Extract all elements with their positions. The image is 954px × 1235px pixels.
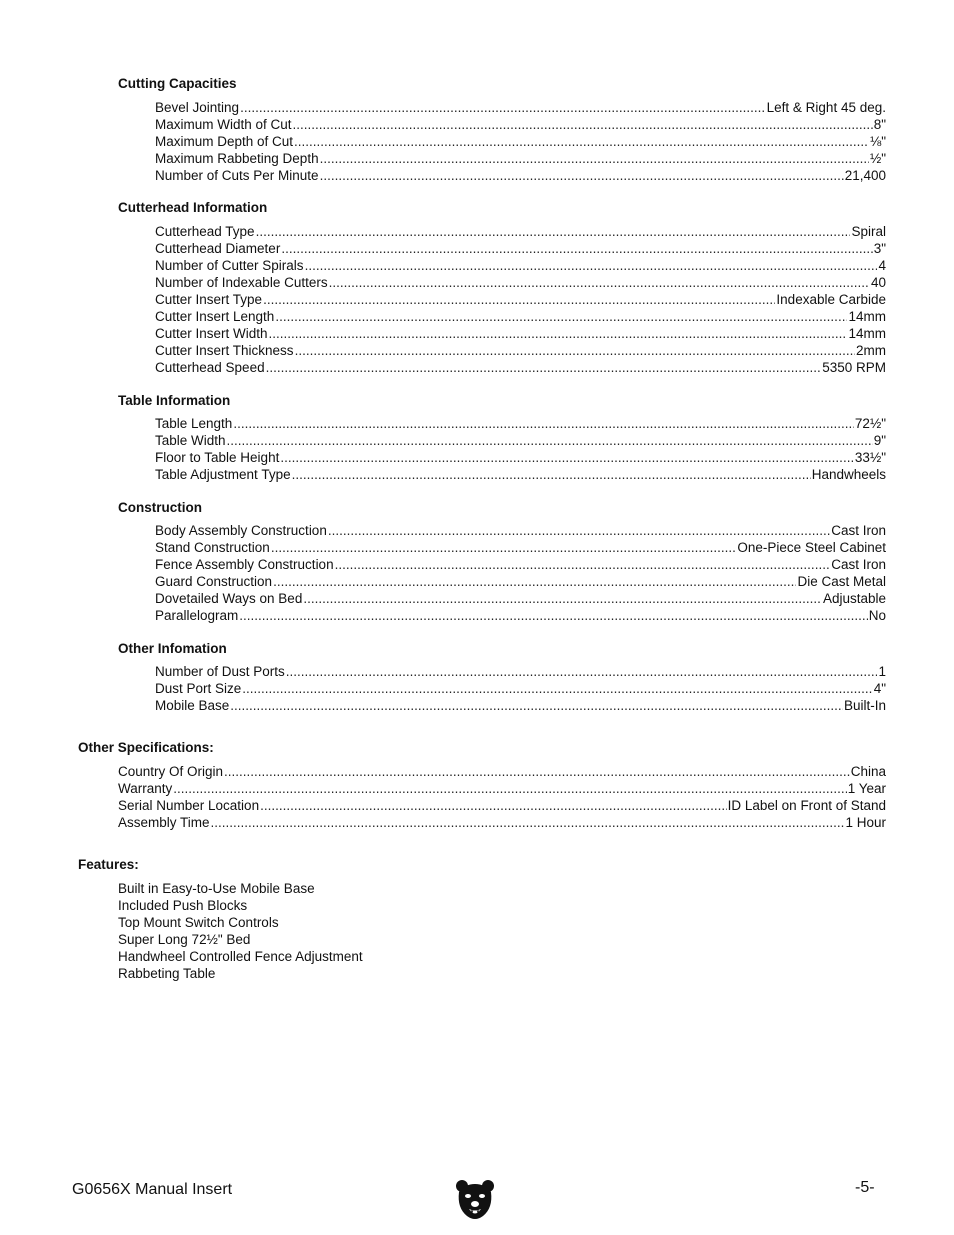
- dot-leader: [271, 540, 737, 555]
- other-specifications-title: Other Specifications:: [78, 740, 214, 755]
- dot-leader: [224, 764, 850, 779]
- spec-value: 9": [873, 433, 886, 448]
- bear-head-icon: [455, 1178, 495, 1222]
- section-title-cutterhead-information: Cutterhead Information: [118, 200, 268, 215]
- spec-value: Built-In: [843, 698, 886, 713]
- section-title-construction: Construction: [118, 500, 202, 515]
- spec-value: 4: [878, 258, 886, 273]
- spec-label: Maximum Depth of Cut: [155, 134, 294, 149]
- spec-value: 3": [873, 241, 886, 256]
- other-specifications-list: [118, 764, 886, 832]
- spec-row: [155, 258, 886, 275]
- feature-item: Rabbeting Table: [118, 966, 216, 981]
- dot-leader: [295, 343, 855, 358]
- spec-value: 14mm: [848, 326, 886, 341]
- spec-value: 5350 RPM: [822, 360, 886, 375]
- spec-row: [118, 781, 886, 798]
- spec-row: [155, 151, 886, 168]
- construction-list: [155, 523, 886, 625]
- spec-value: 72½": [854, 416, 886, 431]
- spec-label: Country Of Origin: [118, 764, 224, 779]
- spec-row: [155, 467, 886, 484]
- spec-label: Bevel Jointing: [155, 100, 240, 115]
- spec-label: Dovetailed Ways on Bed: [155, 591, 303, 606]
- spec-label: Cutterhead Diameter: [155, 241, 281, 256]
- spec-row: [155, 698, 886, 715]
- spec-label: Cutter Insert Type: [155, 292, 263, 307]
- spec-label: Guard Construction: [155, 574, 273, 589]
- dot-leader: [242, 681, 872, 696]
- dot-leader: [292, 467, 811, 482]
- spec-label: Cutter Insert Width: [155, 326, 268, 341]
- dot-leader: [275, 309, 847, 324]
- dot-leader: [294, 134, 869, 149]
- section-title-other-information: Other Infomation: [118, 641, 227, 656]
- spec-value: 4": [873, 681, 886, 696]
- spec-value: Left & Right 45 deg.: [766, 100, 886, 115]
- spec-row: [155, 416, 886, 433]
- spec-label: Number of Indexable Cutters: [155, 275, 328, 290]
- dot-leader: [320, 168, 844, 183]
- spec-row: [118, 764, 886, 781]
- spec-label: Cutterhead Speed: [155, 360, 265, 375]
- spec-value: ⅛": [869, 134, 886, 149]
- dot-leader: [256, 224, 851, 239]
- dot-leader: [211, 815, 845, 830]
- feature-item: Included Push Blocks: [118, 898, 248, 913]
- spec-label: Number of Cuts Per Minute: [155, 168, 319, 183]
- spec-label: Table Width: [155, 433, 226, 448]
- dot-leader: [240, 100, 766, 115]
- spec-row: [155, 540, 886, 557]
- section-title-cutting-capacities: Cutting Capacities: [118, 76, 237, 91]
- spec-row: [155, 523, 886, 540]
- bear-head-icon: [455, 1178, 495, 1222]
- spec-value: Die Cast Metal: [797, 574, 886, 589]
- spec-row: [155, 664, 886, 681]
- feature-item: Built in Easy-to-Use Mobile Base: [118, 881, 315, 896]
- spec-row: [155, 326, 886, 343]
- spec-value: 40: [870, 275, 886, 290]
- spec-row: [155, 433, 886, 450]
- feature-item: Top Mount Switch Controls: [118, 915, 279, 930]
- spec-value: Adjustable: [822, 591, 886, 606]
- spec-row: [155, 450, 886, 467]
- spec-label: Fence Assembly Construction: [155, 557, 334, 572]
- dot-leader: [280, 450, 854, 465]
- spec-row: [155, 292, 886, 309]
- footer-manual-title: G0656X Manual Insert: [72, 1181, 233, 1198]
- dot-leader: [293, 117, 873, 132]
- spec-value: 1 Year: [847, 781, 886, 796]
- spec-row: [155, 134, 886, 151]
- spec-value: 14mm: [848, 309, 886, 324]
- spec-value: 2mm: [856, 343, 886, 358]
- spec-label: Table Length: [155, 416, 233, 431]
- dot-leader: [281, 241, 872, 256]
- spec-label: Maximum Rabbeting Depth: [155, 151, 319, 166]
- dot-leader: [173, 781, 846, 796]
- spec-row: [155, 100, 886, 117]
- spec-label: Dust Port Size: [155, 681, 242, 696]
- spec-label: Maximum Width of Cut: [155, 117, 292, 132]
- spec-row: [155, 557, 886, 574]
- feature-item: Super Long 72½" Bed: [118, 932, 251, 947]
- dot-leader: [227, 433, 873, 448]
- section-title-table-information: Table Information: [118, 393, 231, 408]
- feature-item: Handwheel Controlled Fence Adjustment: [118, 949, 363, 964]
- table-information-list: [155, 416, 886, 484]
- cutting-capacities-list: [155, 100, 886, 185]
- spec-row: [155, 224, 886, 241]
- spec-row: [155, 681, 886, 698]
- dot-leader: [286, 664, 878, 679]
- spec-label: Parallelogram: [155, 608, 239, 623]
- dot-leader: [266, 360, 822, 375]
- spec-row: [155, 117, 886, 134]
- spec-value: Handwheels: [811, 467, 886, 482]
- page-number: -5-: [855, 1179, 875, 1196]
- spec-value: 33½": [854, 450, 886, 465]
- spec-label: Floor to Table Height: [155, 450, 280, 465]
- spec-row: [155, 574, 886, 591]
- spec-value: 1: [878, 664, 886, 679]
- features-title: Features:: [78, 857, 139, 872]
- spec-value: 21,400: [844, 168, 886, 183]
- spec-label: Cutter Insert Length: [155, 309, 275, 324]
- spec-label: Mobile Base: [155, 698, 230, 713]
- dot-leader: [269, 326, 848, 341]
- spec-row: [118, 798, 886, 815]
- spec-label: Stand Construction: [155, 540, 270, 555]
- dot-leader: [303, 591, 822, 606]
- spec-label: Body Assembly Construction: [155, 523, 327, 538]
- dot-leader: [328, 523, 830, 538]
- spec-value: ½": [869, 151, 886, 166]
- spec-value: Cast Iron: [831, 557, 886, 572]
- spec-label: Cutter Insert Thickness: [155, 343, 294, 358]
- spec-value: No: [868, 608, 886, 623]
- spec-row: [155, 360, 886, 377]
- dot-leader: [320, 151, 869, 166]
- dot-leader: [273, 574, 796, 589]
- spec-label: Number of Cutter Spirals: [155, 258, 304, 273]
- cutterhead-information-list: [155, 224, 886, 377]
- spec-row: [155, 591, 886, 608]
- dot-leader: [239, 608, 867, 623]
- spec-value: Indexable Carbide: [776, 292, 886, 307]
- dot-leader: [329, 275, 870, 290]
- spec-label: Serial Number Location: [118, 798, 260, 813]
- other-information-list: [155, 664, 886, 715]
- spec-row: [118, 815, 886, 832]
- spec-label: Assembly Time: [118, 815, 210, 830]
- spec-value: ID Label on Front of Stand: [727, 798, 886, 813]
- spec-label: Cutterhead Type: [155, 224, 255, 239]
- spec-label: Warranty: [118, 781, 173, 796]
- dot-leader: [230, 698, 843, 713]
- spec-row: [155, 275, 886, 292]
- spec-value: 8": [873, 117, 886, 132]
- dot-leader: [233, 416, 854, 431]
- spec-row: [155, 309, 886, 326]
- spec-value: 1 Hour: [845, 815, 886, 830]
- spec-row: [155, 241, 886, 258]
- spec-value: One-Piece Steel Cabinet: [737, 540, 886, 555]
- spec-label: Table Adjustment Type: [155, 467, 291, 482]
- spec-row: [155, 608, 886, 625]
- spec-value: Cast Iron: [831, 523, 886, 538]
- dot-leader: [335, 557, 831, 572]
- dot-leader: [263, 292, 775, 307]
- dot-leader: [305, 258, 878, 273]
- spec-row: [155, 343, 886, 360]
- dot-leader: [260, 798, 727, 813]
- spec-label: Number of Dust Ports: [155, 664, 285, 679]
- spec-value: China: [850, 764, 886, 779]
- features-list: [118, 881, 363, 983]
- spec-row: [155, 168, 886, 185]
- spec-value: Spiral: [851, 224, 886, 239]
